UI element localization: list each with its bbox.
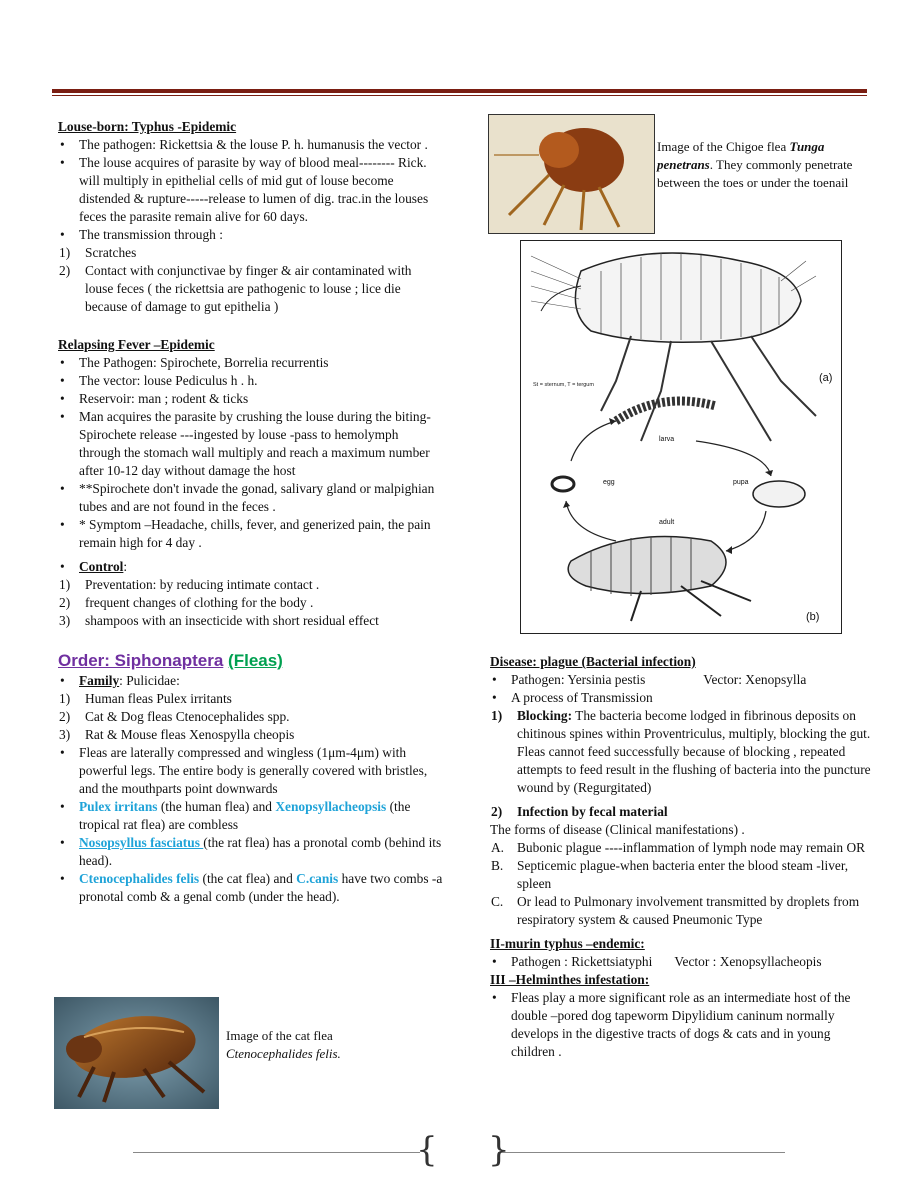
plague-process-line: • A process of Transmission [490,689,875,707]
footer-left-brace: { [416,1130,438,1170]
list-item: • The pathogen: Rickettsia & the louse P. h. humanusis the vector . [58,136,443,154]
label-pupa: pupa [733,479,749,486]
control-list [58,576,443,630]
plague-heading: Disease: plague (Bacterial infection) [490,654,696,669]
louse-typhus-heading: Louse-born: Typhus -Epidemic [58,119,237,134]
lifecycle-arrow-egg-larva [571,421,616,461]
footer-rule-left [133,1152,420,1153]
lifecycle-arrow-pupa-adult [726,511,766,551]
relapsing-fever-heading: Relapsing Fever –Epidemic [58,337,215,352]
flea-description-list [58,744,443,906]
list-item: • The vector: louse Pediculus h . h. [58,372,443,390]
diagram-legend: St = sternum, T = tergum [533,382,594,388]
lifecycle-arrow-larva-pupa [696,441,771,476]
blocking-item: 1) Blocking: The bacteria become lodged in fibrinous deposits on chitinous spines within Proventriculus, multiply, blocking the gut. Fleas cannot feed successfully because of blocking , repeated attempts to feed result in the flushing of bacteria into the puncture wound by (Regurgitated) [491,708,871,795]
list-item: 1) Scratches [59,245,137,260]
forms-line: The forms of disease (Clinical manifestations) . [490,822,745,837]
footer-right-brace: } [488,1130,510,1170]
family-line: • Family: Pulicidae: [58,672,443,690]
list-item: 3) shampoos with an insecticide with short residual effect [59,613,379,628]
list-item: • Reservoir: man ; rodent & ticks [58,390,443,408]
larva-drawing [616,401,716,421]
list-item: • Ctenocephalides felis (the cat flea) and C.canis have two combs -a pronotal comb & a genal comb (under the head). [58,870,443,906]
list-item: • Pulex irritans (the human flea) and Xenopsyllacheopsis (the tropical rat flea) are combless [58,798,443,834]
list-item: 1) Human fleas Pulex irritants [59,691,232,706]
list-item: • The louse acquires of parasite by way of blood meal-------- Rick. will multiply in epithelial cells of mid gut of louse become distended & rupture-----release to lumen of dig. trac.in the louses feces the parasite remain alive for 60 days. [58,154,443,226]
fecal-item: 2) Infection by fecal material [491,804,668,819]
header-rule-thin [52,95,867,96]
list-item: • Nosopsyllus fasciatus (the rat flea) has a pronotal comb (behind its head). [58,834,443,870]
list-item: • * Symptom –Headache, chills, fever, and generized pain, the pain remain high for 4 day . [58,516,443,552]
list-item: 3) Rat & Mouse fleas Xenospylla cheopis [59,727,295,742]
list-item: A. Bubonic plague ----inflammation of lymph node may remain OR [491,840,866,855]
cat-flea-photo [54,997,219,1109]
list-item: 1) Preventation: by reducing intimate contact . [59,577,320,592]
list-item: 2) Cat & Dog fleas Ctenocephalides spp. [59,709,290,724]
list-item: • The Pathogen: Spirochete, Borrelia recurrentis [58,354,443,372]
list-item: 2) frequent changes of clothing for the body . [59,595,314,610]
flea-anatomy-lifecycle-diagram [520,240,842,634]
label-egg: egg [603,479,615,486]
helminthes-heading: III –Helminthes infestation: [490,972,650,987]
list-item: 2) Contact with conjunctivae by finger & air contaminated with louse feces ( the rickettsia are pathogenic to louse ; lice die because of damage to gut epithelia ) [59,263,412,314]
helminthes-text: • Fleas play a more significant role as an intermediate host of the double –pored dog tapeworm Dipylidium caninum normally develops in the digestive tracts of dogs & cats and in young children . [490,989,875,1061]
pupa-drawing [753,481,805,507]
list-item: • Man acquires the parasite by crushing the louse during the biting-Spirochete release ---ingested by louse -pass to hemolymph through the stomach wall multiply and reach a maximum number after 10-12 day without damage the host [58,408,443,480]
cat-flea-caption: Image of the cat flea Ctenocephalides felis. [226,1028,341,1061]
plague-pathogen-line: • Pathogen: Yersinia pestis Vector: Xenopsylla [490,671,875,689]
list-item: • Fleas are laterally compressed and wingless (1μm-4μm) with powerful legs. The entire body is generally covered with bristles, and the mouthparts point downwards [58,744,443,798]
label-a: (a) [819,372,833,384]
murin-typhus-heading: II-murin typhus –endemic: [490,936,645,951]
header-rule [52,89,867,93]
label-larva: larva [659,436,675,443]
murin-pathogen-line: • Pathogen : Rickettsiatyphi Vector : Xenopsyllacheopis [490,953,875,971]
label-adult: adult [659,519,675,526]
control-heading: • Control: [58,558,443,576]
list-item: C. Or lead to Pulmonary involvement transmitted by droplets from respiratory system & caused Pneumonic Type [491,894,860,927]
left-column [58,118,443,906]
list-item: • **Spirochete don't invade the gonad, salivary gland or malpighian tubes and are not found in the feces . [58,480,443,516]
footer-rule-right [498,1152,785,1153]
right-column [490,653,875,1061]
relapsing-fever-list [58,354,443,552]
list-item: • The transmission through : [58,226,443,244]
louse-typhus-list [58,136,443,244]
label-b: (b) [806,611,820,623]
family-list [58,690,443,744]
egg-drawing [552,477,574,491]
lifecycle-arrow-adult-egg [566,501,616,541]
chigoe-flea-photo [488,114,655,234]
list-item: B. Septicemic plague-when bacteria enter the blood steam -liver, spleen [491,858,849,891]
chigoe-flea-caption: Image of the Chigoe flea Tunga penetrans. They commonly penetrate between the toes or under the toenail [657,139,853,190]
forms-list [490,839,875,929]
adult-flea-drawing [568,537,751,622]
transmission-list [58,244,443,316]
order-siphonaptera-heading: Order: Siphonaptera (Fleas) [58,651,283,670]
flea-anatomy-drawing [531,253,816,441]
